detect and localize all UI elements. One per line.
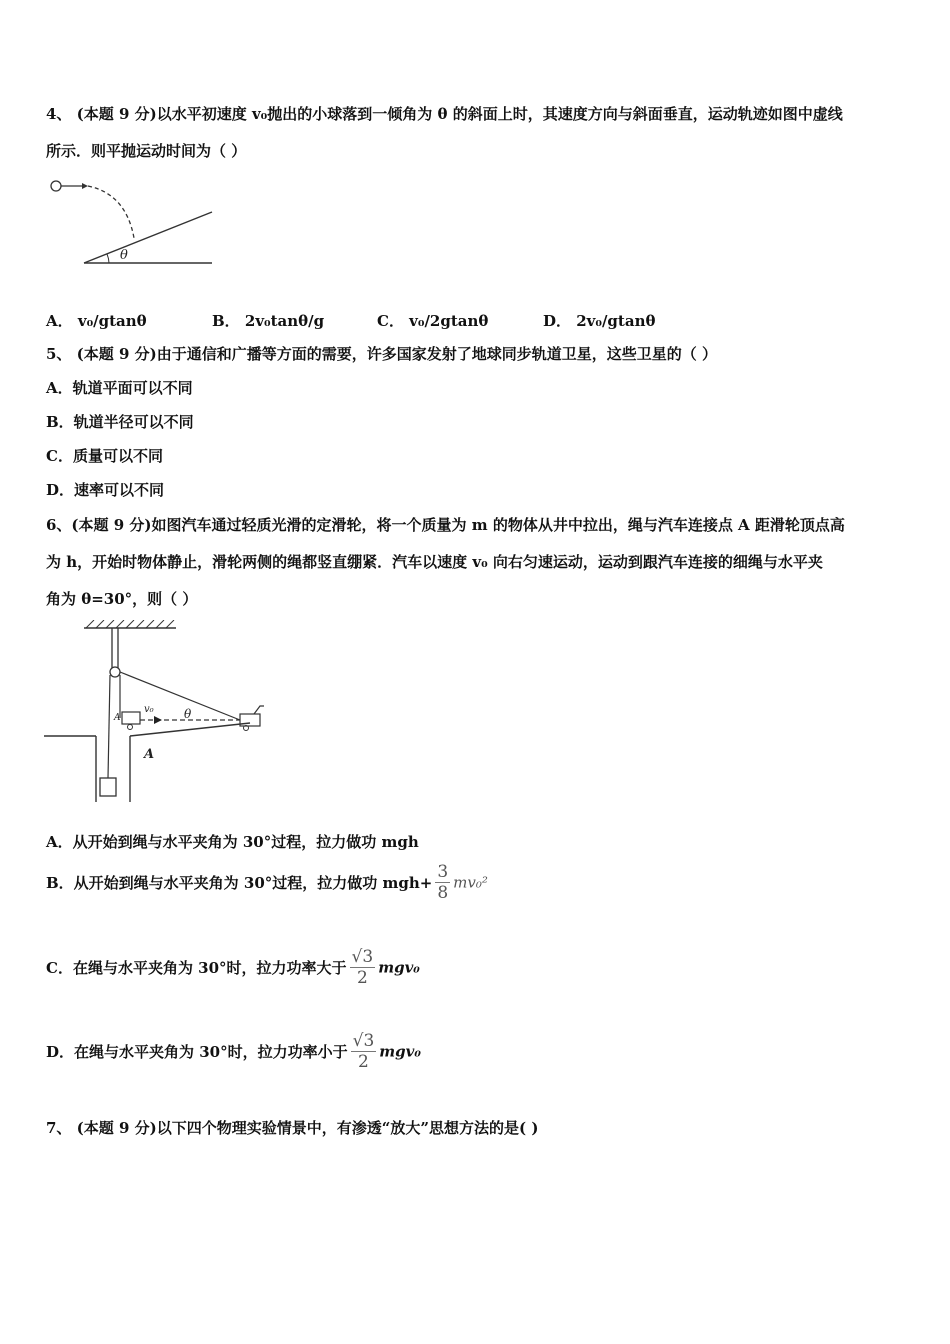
- car-start: [122, 712, 140, 724]
- q4-option-b: B． 2v₀tanθ/g: [212, 312, 325, 330]
- q4-stem-line2: 所示．则平抛运动时间为（ ）: [46, 142, 247, 160]
- angle-arc: [107, 254, 109, 263]
- theta-label: θ: [120, 248, 128, 263]
- q4-stem-line1: 4、 (本题 9 分)以水平初速度 v₀抛出的小球落到一倾角为 θ 的斜面上时，其速度方向与斜面垂直，运动轨迹如图中虚线: [46, 105, 843, 123]
- q4-option-a: A． v₀/gtanθ: [46, 312, 147, 330]
- q6-option-d: [46, 1031, 421, 1072]
- label-v0: v₀: [144, 704, 154, 715]
- q6-option-a: A．从开始到绳与水平夹角为 30°过程，拉力做功 mgh: [46, 833, 419, 851]
- q6-option-d-suffix: mgv₀: [379, 1042, 421, 1061]
- q6-option-b: [46, 862, 488, 903]
- q6-option-d-text: D．在绳与水平夹角为 30°时，拉力功率小于: [46, 1043, 348, 1061]
- fraction-denominator: 2: [358, 1052, 369, 1072]
- q7-stem: 7、 (本题 9 分)以下四个物理实验情景中，有渗透“放大”思想方法的是( ): [46, 1119, 539, 1137]
- q6-option-c: [46, 947, 420, 988]
- fraction-numerator: √3: [351, 947, 374, 967]
- arrow-head: [82, 183, 88, 189]
- q4-option-d: D． 2v₀/gtanθ: [543, 312, 656, 330]
- q5-option-d: D．速率可以不同: [46, 481, 165, 499]
- q6-option-b-text: B．从开始到绳与水平夹角为 30°过程，拉力做功 mgh+: [46, 874, 433, 892]
- incline-line: [84, 212, 212, 263]
- q4-option-c: C． v₀/2gtanθ: [377, 312, 489, 330]
- q6-stem-line3: 角为 θ=30°，则（ ）: [46, 590, 198, 608]
- fraction-numerator: 3: [437, 862, 449, 882]
- fraction-denominator: 8: [437, 883, 449, 903]
- trajectory-dashed: [88, 186, 134, 238]
- q5-option-c: C．质量可以不同: [46, 447, 163, 465]
- fraction-denominator: 2: [356, 968, 368, 988]
- q6-stem-line2: 为 h，开始时物体静止，滑轮两侧的绳都竖直绷紧．汽车以速度 v₀ 向右匀速运动，运动到跟汽车连接的细绳与水平夹: [46, 553, 823, 571]
- q6-option-b-suffix: mv₀²: [453, 873, 488, 892]
- label-a: A: [144, 747, 155, 762]
- q5-stem: 5、 (本题 9 分)由于通信和广播等方面的需要，许多国家发射了地球同步轨道卫星，这些卫星的（ ）: [46, 345, 717, 363]
- ground-right: [130, 723, 250, 736]
- rope-to-object: [108, 675, 110, 778]
- fraction-sqrt3-2: [351, 1031, 377, 1072]
- fraction-3-8: [435, 862, 450, 903]
- q5-option-a: A．轨道平面可以不同: [46, 379, 193, 397]
- fraction-numerator: √3: [352, 1031, 375, 1051]
- car-start-wheel: [128, 725, 133, 730]
- hanging-object: [100, 778, 116, 796]
- q6-option-c-suffix: mgv₀: [378, 958, 420, 977]
- q6-stem-line1: 6、(本题 9 分)如图汽车通过轻质光滑的定滑轮，将一个质量为 m 的物体从井中拉出，绳与汽车连接点 A 距滑轮顶点高: [46, 516, 845, 534]
- ball: [51, 181, 61, 191]
- q6-figure: [44, 620, 269, 805]
- pulley-wheel: [110, 667, 120, 677]
- q6-option-c-text: C．在绳与水平夹角为 30°时，拉力功率大于: [46, 959, 347, 977]
- label-theta: θ: [184, 707, 192, 721]
- fraction-sqrt3-2: [350, 947, 376, 988]
- q5-option-b: B．轨道半径可以不同: [46, 413, 194, 431]
- label-a-small: A: [114, 713, 121, 723]
- velocity-arrow: [154, 716, 162, 724]
- q4-figure: [46, 176, 221, 271]
- rope-to-car: [120, 672, 240, 720]
- ceiling-hatch: [86, 620, 174, 628]
- car-end-cab: [254, 706, 264, 714]
